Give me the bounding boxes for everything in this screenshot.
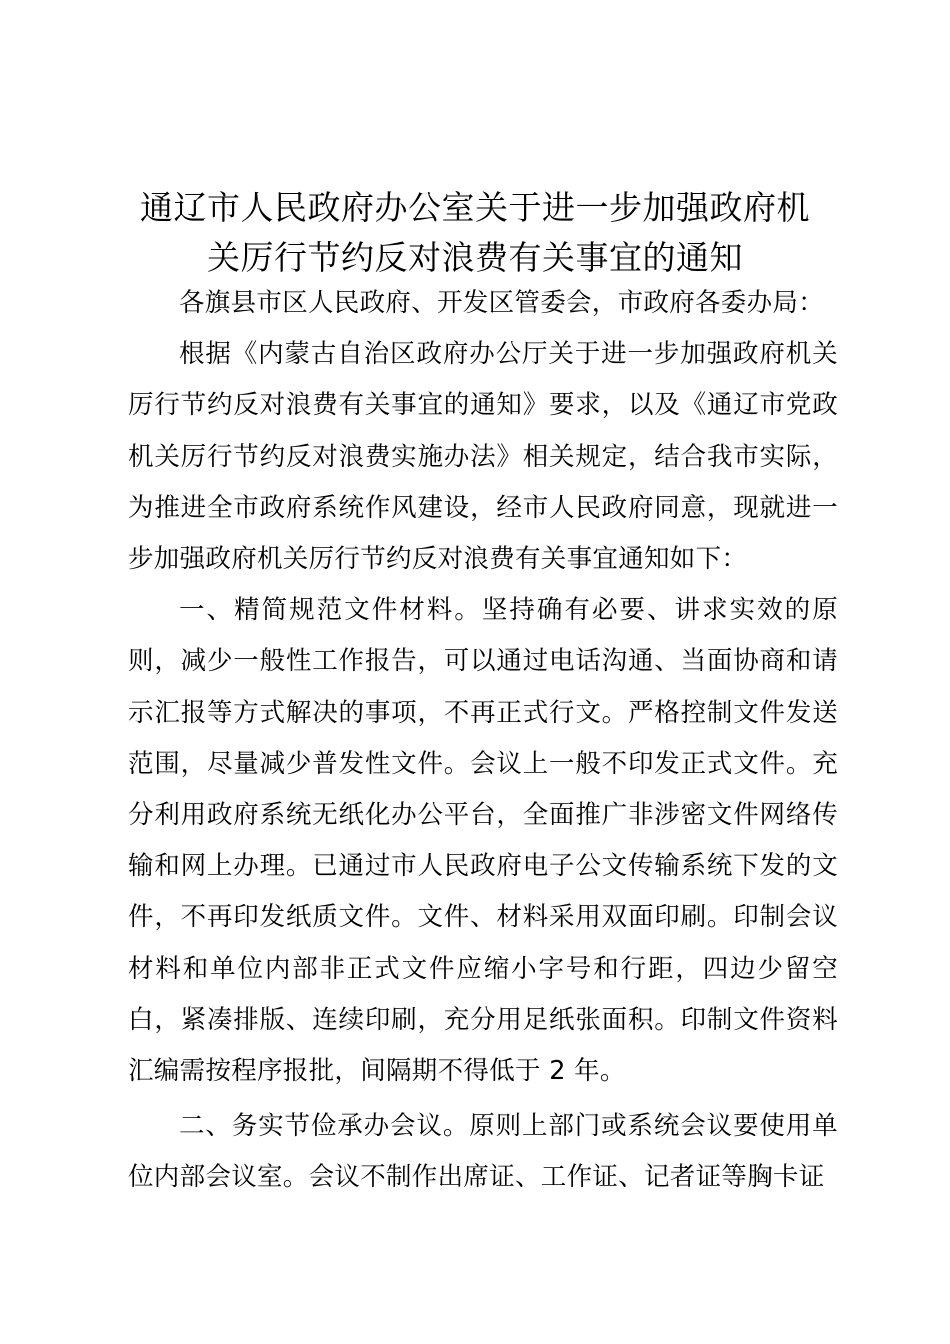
paragraph-2: 二、务实节俭承办会议。原则上部门或系统会议要使用单位内部会议室。会议不制作出席证、工作证、记者证等胸卡证 xyxy=(128,1111,838,1193)
title-line-2: 关厉行节约反对浪费有关事宜的通知 xyxy=(207,238,743,277)
paragraph-intro: 根据《内蒙古自治区政府办公厅关于进一步加强政府机关厉行节约反对浪费有关事宜的通知》要求，以及《通辽市党政机关厉行节约反对浪费实施办法》相关规定，结合我市实际，为推进全市政府系统作风建设，经市人民政府同意，现就进一步加强政府机关厉行节约反对浪费有关事宜通知如下： xyxy=(128,339,838,575)
document-body xyxy=(128,278,838,1204)
salutation: 各旗县市区人民政府、开发区管委会，市政府各委办局： xyxy=(179,288,825,318)
paragraph-1: 一、精简规范文件材料。坚持确有必要、讲求实效的原则，减少一般性工作报告，可以通过电话沟通、当面协商和请示汇报等方式解决的事项，不再正式行文。严格控制文件发送范围，尽量减少普发性文件。会议上一般不印发正式文件。充分利用政府系统无纸化办公平台，全面推广非涉密文件网络传输和网上办理。已通过市人民政府电子公文传输系统下发的文件，不再印发纸质文件。文件、材料采用双面印刷。印制会议材料和单位内部非正式文件应缩小字号和行距，四边少留空白，紧凑排版、连续印刷，充分用足纸张面积。印制文件资料汇编需按程序报批，间隔期不得低于 2 年。 xyxy=(128,595,838,1087)
document-title xyxy=(110,183,840,283)
title-line-1: 通辽市人民政府办公室关于进一步加强政府机 xyxy=(140,188,810,227)
